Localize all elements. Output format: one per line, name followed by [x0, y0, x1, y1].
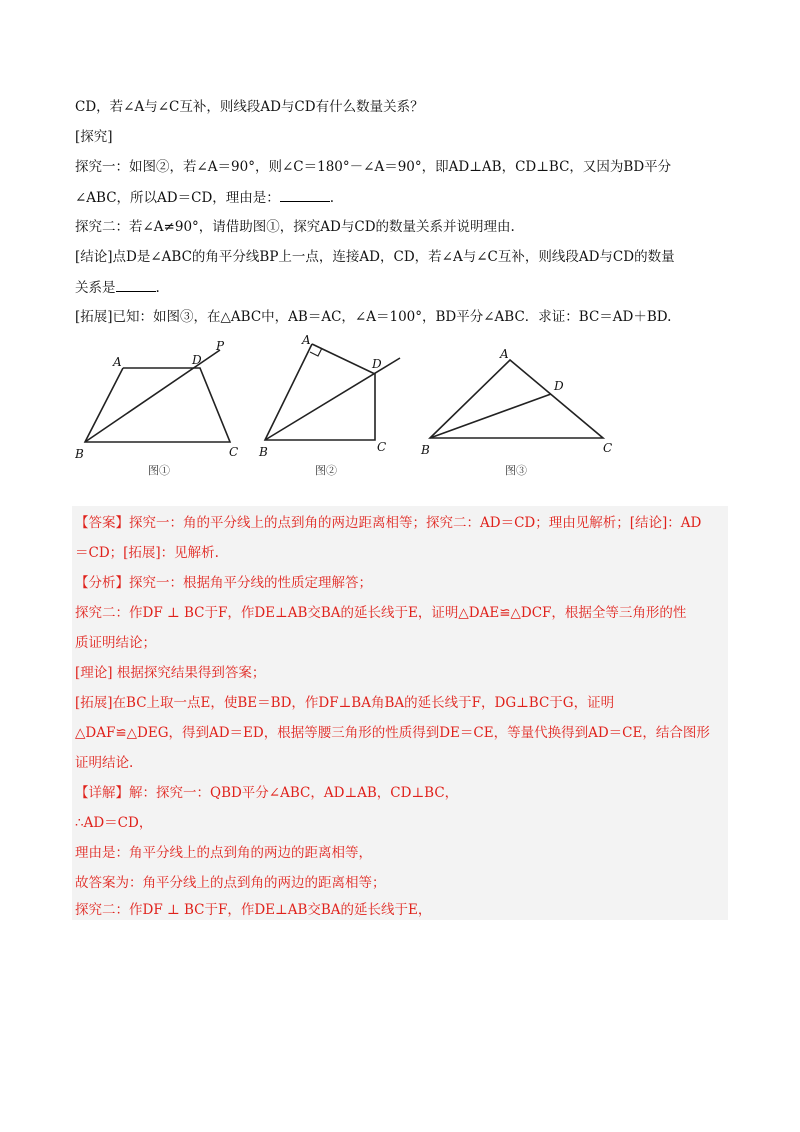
fig1-label-b: B: [75, 447, 84, 461]
fig1-label-a: A: [113, 355, 122, 369]
fig3-caption: 图③: [505, 464, 527, 477]
fig2-quadrilateral: [265, 344, 375, 440]
explore-2-line: 探究二：若∠A≠90°，请借助图①，探究AD与CD的数量关系并说明理由.: [75, 219, 515, 235]
detail-line-3: 理由是：角平分线上的点到角的两边的距离相等，: [75, 845, 372, 861]
conclusion-line-b: [75, 277, 160, 298]
answer-blank-2[interactable]: [116, 277, 156, 292]
explore-1-line-a: 探究一：如图②，若∠A＝90°，则∠C＝180°－∠A＝90°，即AD⊥AB，CD⊥BC，又因为BD平分: [75, 159, 672, 175]
figure-1: [85, 350, 230, 442]
answer-line-1: 【答案】探究一：角的平分线上的点到角的两边距离相等；探究二：AD＝CD；理由见解析；[结论]：AD: [75, 515, 702, 531]
analysis-line-6: △DAF≌△DEG，得到AD＝ED，根据等腰三角形的性质得到DE＝CE，等量代换得到AD＝CE，结合图形: [75, 725, 710, 741]
explore-1-line-b: [75, 187, 334, 208]
detail-line-2: ∴AD＝CD，: [75, 815, 153, 831]
fig1-label-d: D: [192, 353, 202, 367]
conclusion-line-a: [结论]点D是∠ABC的角平分线BP上一点，连接AD，CD，若∠A与∠C互补，则线段AD与CD的数量: [75, 249, 675, 265]
detail-line-1: 【详解】解：探究一：QBD平分∠ABC，AD⊥AB，CD⊥BC，: [75, 785, 459, 801]
fig3-bisector-bd: [430, 394, 551, 438]
fig1-quadrilateral: [85, 368, 230, 442]
analysis-line-7: 证明结论.: [75, 755, 134, 771]
analysis-line-5: [拓展]在BC上取一点E，使BE＝BD，作DF⊥BA角BA的延长线于F，DG⊥BC于G，证明: [75, 695, 615, 711]
analysis-line-1: 【分析】探究一：根据角平分线的性质定理解答；: [75, 575, 372, 591]
fig3-label-b: B: [421, 443, 430, 457]
figure-3: [430, 360, 603, 438]
fig3-label-a: A: [500, 347, 509, 361]
conclusion-period: .: [155, 280, 160, 296]
fig2-label-b: B: [259, 445, 268, 459]
analysis-line-2: 探究二：作DF ⊥ BC于F，作DE⊥AB交BA的延长线于E，证明△DAE≌△DCF，根据全等三角形的性: [75, 605, 687, 621]
fig3-label-c: C: [603, 441, 613, 455]
answer-line-2: ＝CD；[拓展]：见解析.: [75, 545, 219, 561]
fig3-label-d: D: [554, 379, 564, 393]
explore-1-period: .: [329, 190, 335, 206]
fig1-caption: 图①: [148, 464, 170, 477]
fig2-label-a: A: [302, 333, 311, 347]
conclusion-text: 关系是: [75, 280, 116, 296]
detail-line-5: 探究二：作DF ⊥ BC于F，作DE⊥AB交BA的延长线于E，: [75, 902, 432, 918]
fig1-label-c: C: [229, 445, 239, 459]
geometry-figures: [75, 330, 635, 480]
question-line-1: CD，若∠A与∠C互补，则线段AD与CD有什么数量关系？: [75, 99, 424, 115]
fig2-caption: 图②: [315, 464, 337, 477]
fig2-label-d: D: [372, 357, 382, 371]
fig1-label-p: P: [216, 339, 225, 353]
heading-explore: [探究]: [75, 129, 113, 145]
fig2-label-c: C: [377, 440, 387, 454]
fig2-right-angle-mark: [310, 348, 322, 356]
answer-blank-1[interactable]: [280, 187, 330, 202]
fig3-triangle: [430, 360, 603, 438]
analysis-line-3: 质证明结论；: [75, 635, 156, 651]
extension-line: [拓展]已知：如图③，在△ABC中，AB＝AC，∠A＝100°，BD平分∠ABC．求证：BC＝AD＋BD.: [75, 309, 672, 325]
explore-1-text: ∠ABC，所以AD＝CD，理由是：: [75, 190, 280, 206]
detail-line-4: 故答案为：角平分线上的点到角的两边的距离相等；: [75, 875, 386, 891]
analysis-line-4: [理论] 根据探究结果得到答案；: [75, 665, 266, 681]
